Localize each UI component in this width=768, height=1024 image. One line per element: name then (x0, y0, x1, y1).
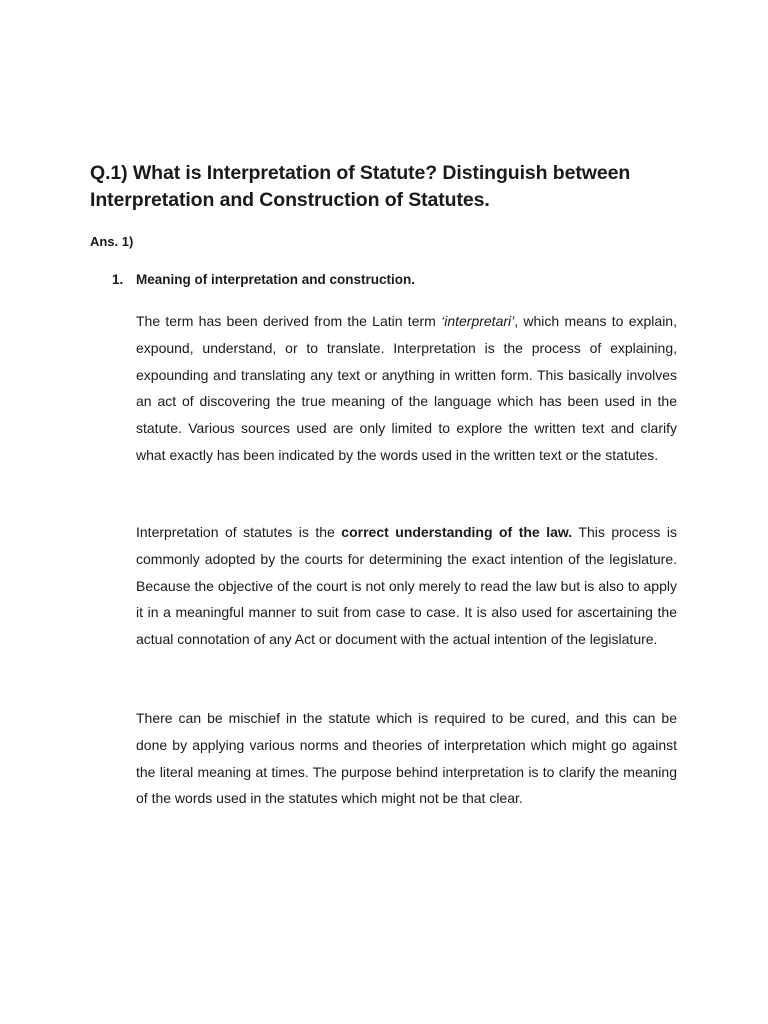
paragraph-1-text-start: The term has been derived from the Latin term (136, 313, 442, 329)
emphasis-phrase: correct understanding of the law. (341, 524, 573, 540)
section-title: Meaning of interpretation and construction. (136, 272, 416, 287)
paragraph-2-text-end: This process is commonly adopted by the courts for determining the exact intention of the legislature. Because the objective of the court is not only merely to read the law but is also to apply it in a meaningful manner to suit from case to case. It is also used for ascertaining the actual connotation of any Act or document with the actual intention of the legislature. (136, 524, 677, 648)
section-number: 1. (112, 272, 124, 287)
answer-label: Ans. 1) (90, 234, 134, 249)
section-heading (112, 272, 415, 287)
paragraph-1-text-end: , which means to explain, expound, understand, or to translate. Interpretation is the process of explaining, expounding and translating any text or anything in written form. This basically involves an act of discovering the true meaning of the language which has been used in the statute. Various sources used are only limited to explore the written text and clarify what exactly has been indicated by the words used in the written text or the statutes. (136, 313, 677, 463)
question-heading: Q.1) What is Interpretation of Statute? Distinguish between Interpretation and Construction of Statutes. (90, 162, 631, 211)
latin-term: ‘interpretari’ (441, 313, 515, 329)
paragraph-2 (136, 519, 677, 653)
paragraph-3: There can be mischief in the statute which is required to be cured, and this can be done by applying various norms and theories of interpretation which might go against the literal meaning at times. The purpose behind interpretation is to clarify the meaning of the words used in the statutes which might not be that clear. (136, 710, 677, 807)
paragraph-2-text-start: Interpretation of statutes is the (136, 524, 342, 540)
paragraph-1 (136, 308, 677, 469)
